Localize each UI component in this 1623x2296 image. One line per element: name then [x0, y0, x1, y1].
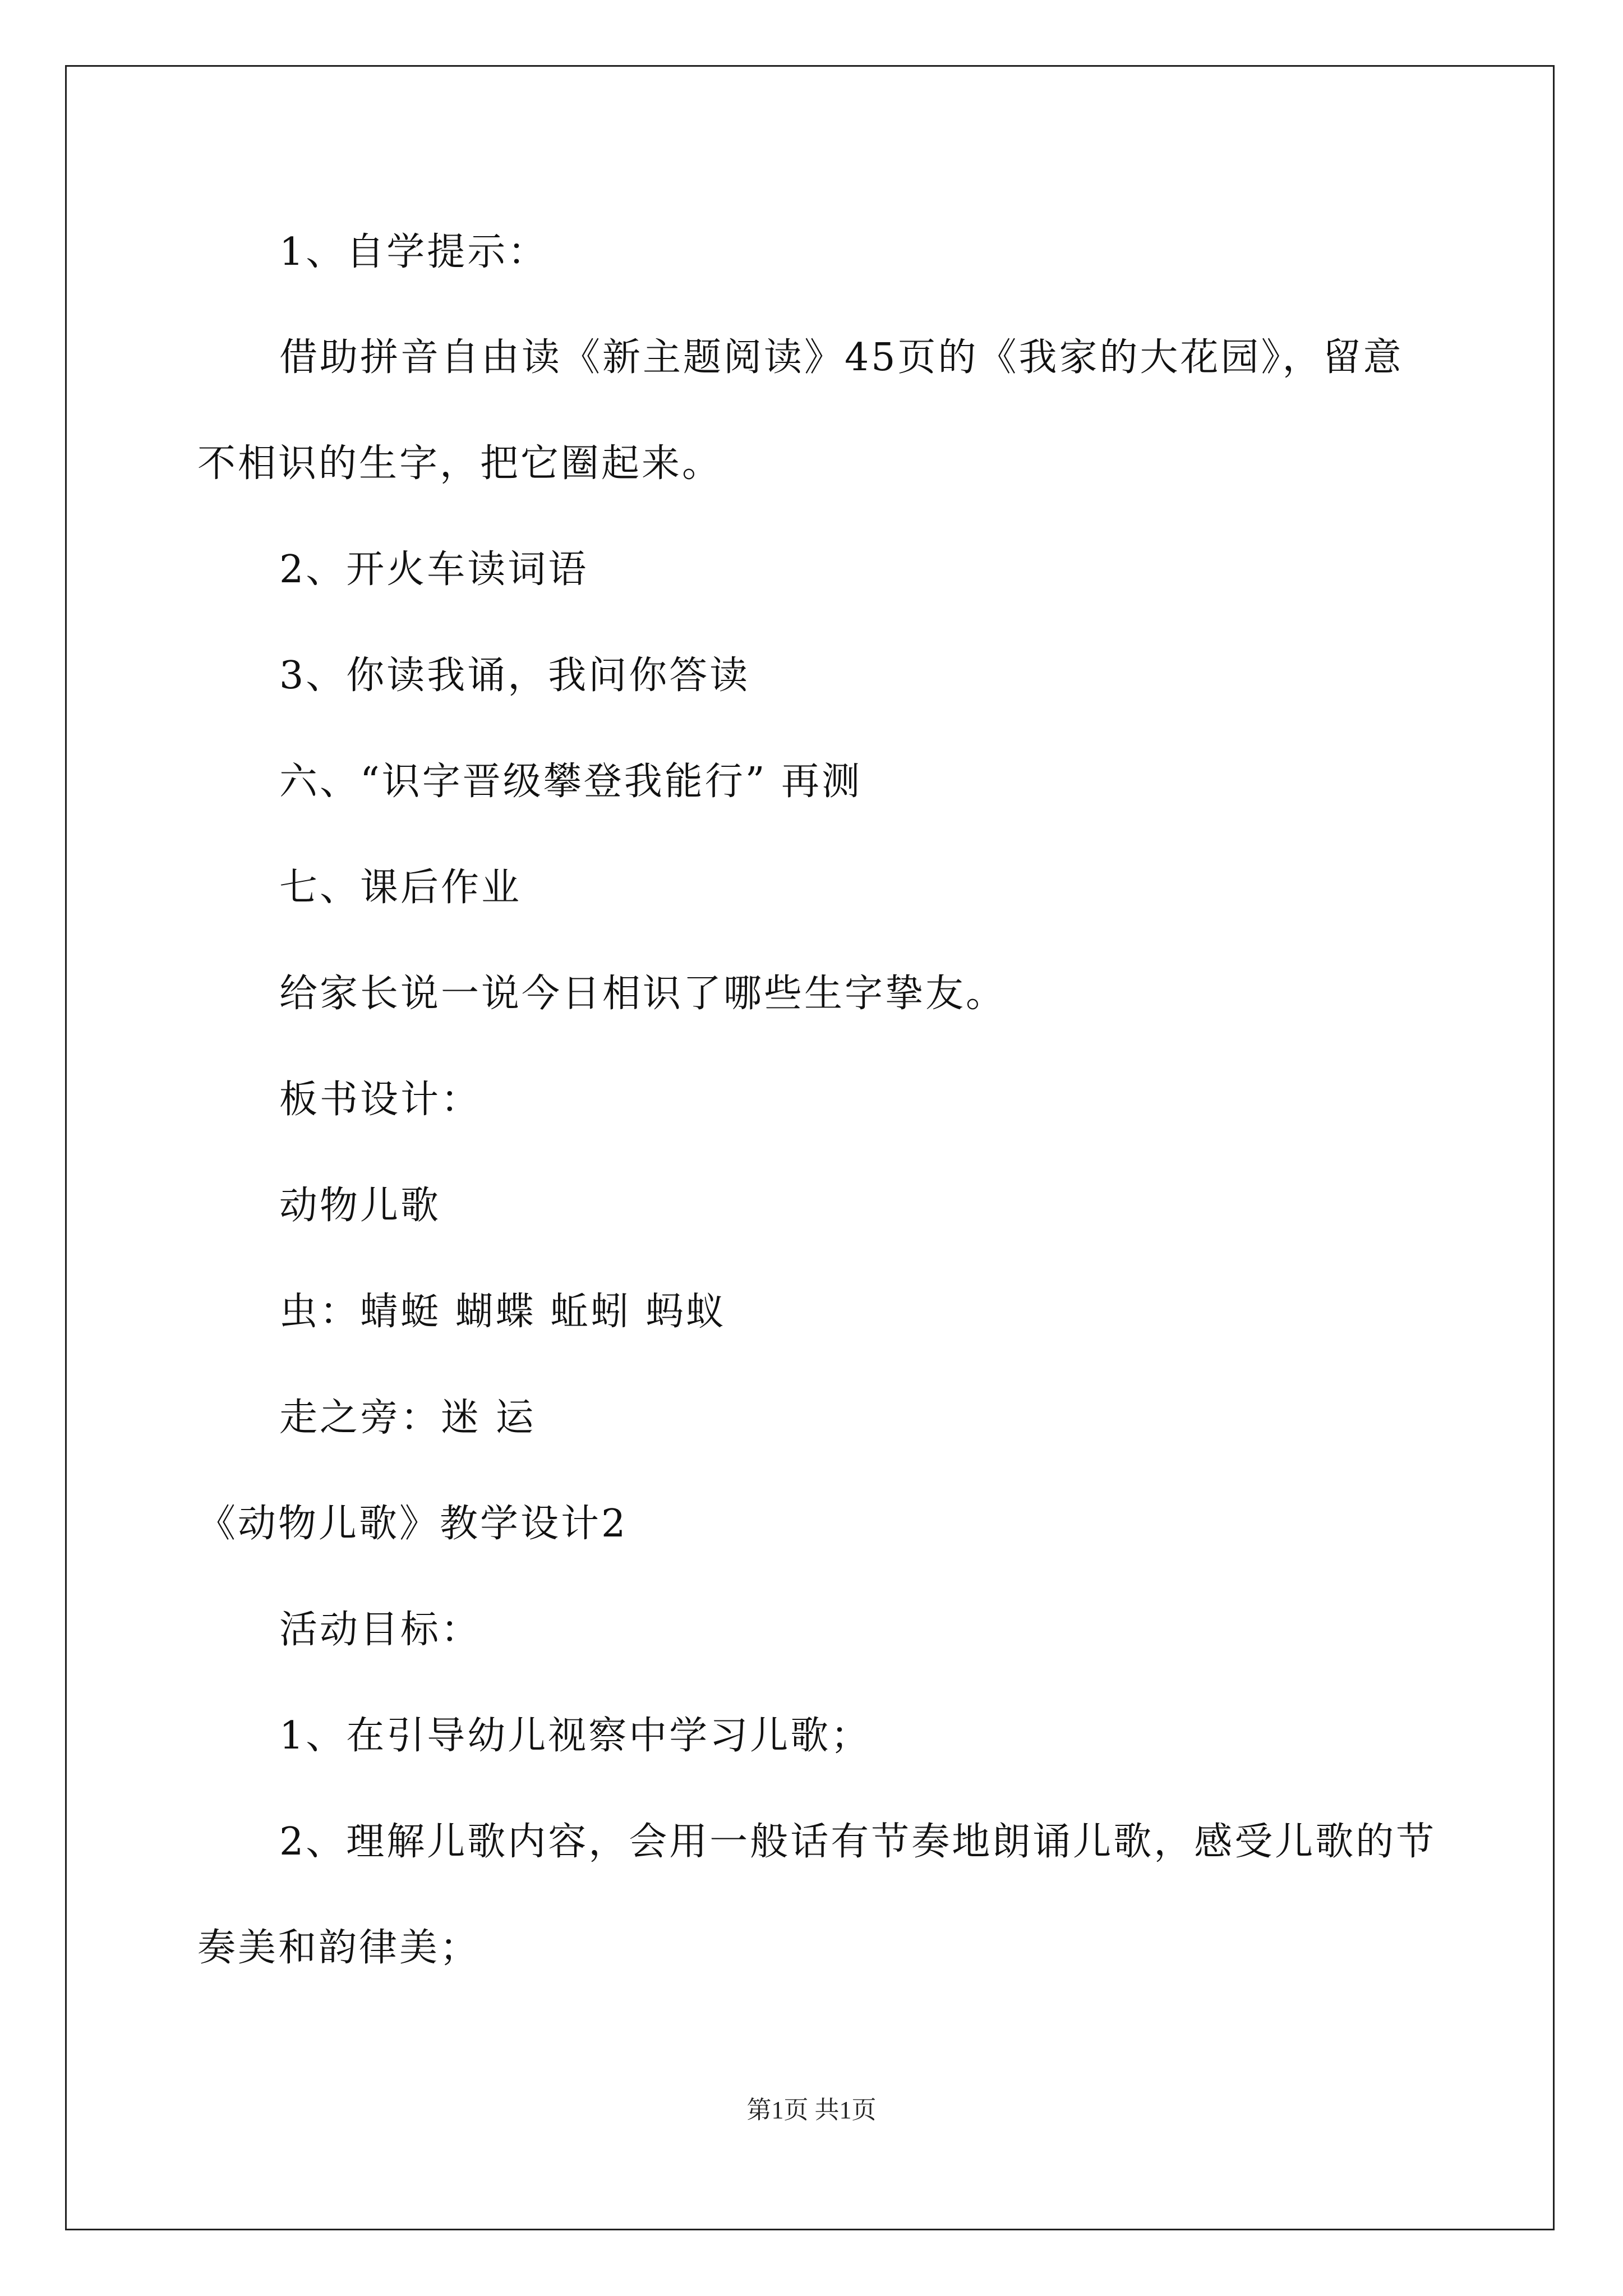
- body-line-4: 2、开火车读词语: [279, 547, 589, 592]
- body-line-15: 1、在引导幼儿视察中学习儿歌；: [279, 1714, 872, 1758]
- section-heading: 《动物儿歌》教学设计2: [197, 1502, 628, 1546]
- page-border: [65, 65, 1555, 2230]
- body-line-10: 动物儿歌: [279, 1184, 441, 1228]
- body-line-11: 虫：蜻蜓 蝴蝶 蚯蚓 蚂蚁: [279, 1290, 726, 1334]
- body-line-6: 六、“识字晋级攀登我能行” 再测: [279, 760, 863, 804]
- body-line-14: 活动目标：: [279, 1608, 482, 1652]
- body-line-9: 板书设计：: [279, 1078, 482, 1122]
- body-line-12: 走之旁：迷 运: [279, 1396, 536, 1440]
- body-line-17: 奏美和韵律美；: [197, 1926, 481, 1970]
- body-line-16: 2、理解儿歌内容，会用一般话有节奏地朗诵儿歌，感受儿歌的节: [279, 1820, 1437, 1864]
- body-line-8: 给家长说一说今日相识了哪些生字挚友。: [279, 972, 1007, 1016]
- body-line-2: 借助拼音自由读《新主题阅读》45页的《我家的大花园》，留意: [279, 335, 1404, 380]
- body-line-3: 不相识的生字，把它圈起来。: [197, 441, 723, 486]
- body-line-1: 1、自学提示：: [279, 230, 548, 274]
- body-line-5: 3、你读我诵，我问你答读: [279, 654, 750, 698]
- body-line-7: 七、课后作业: [279, 866, 522, 910]
- page-number-footer: 第1页 共1页: [746, 2096, 877, 2124]
